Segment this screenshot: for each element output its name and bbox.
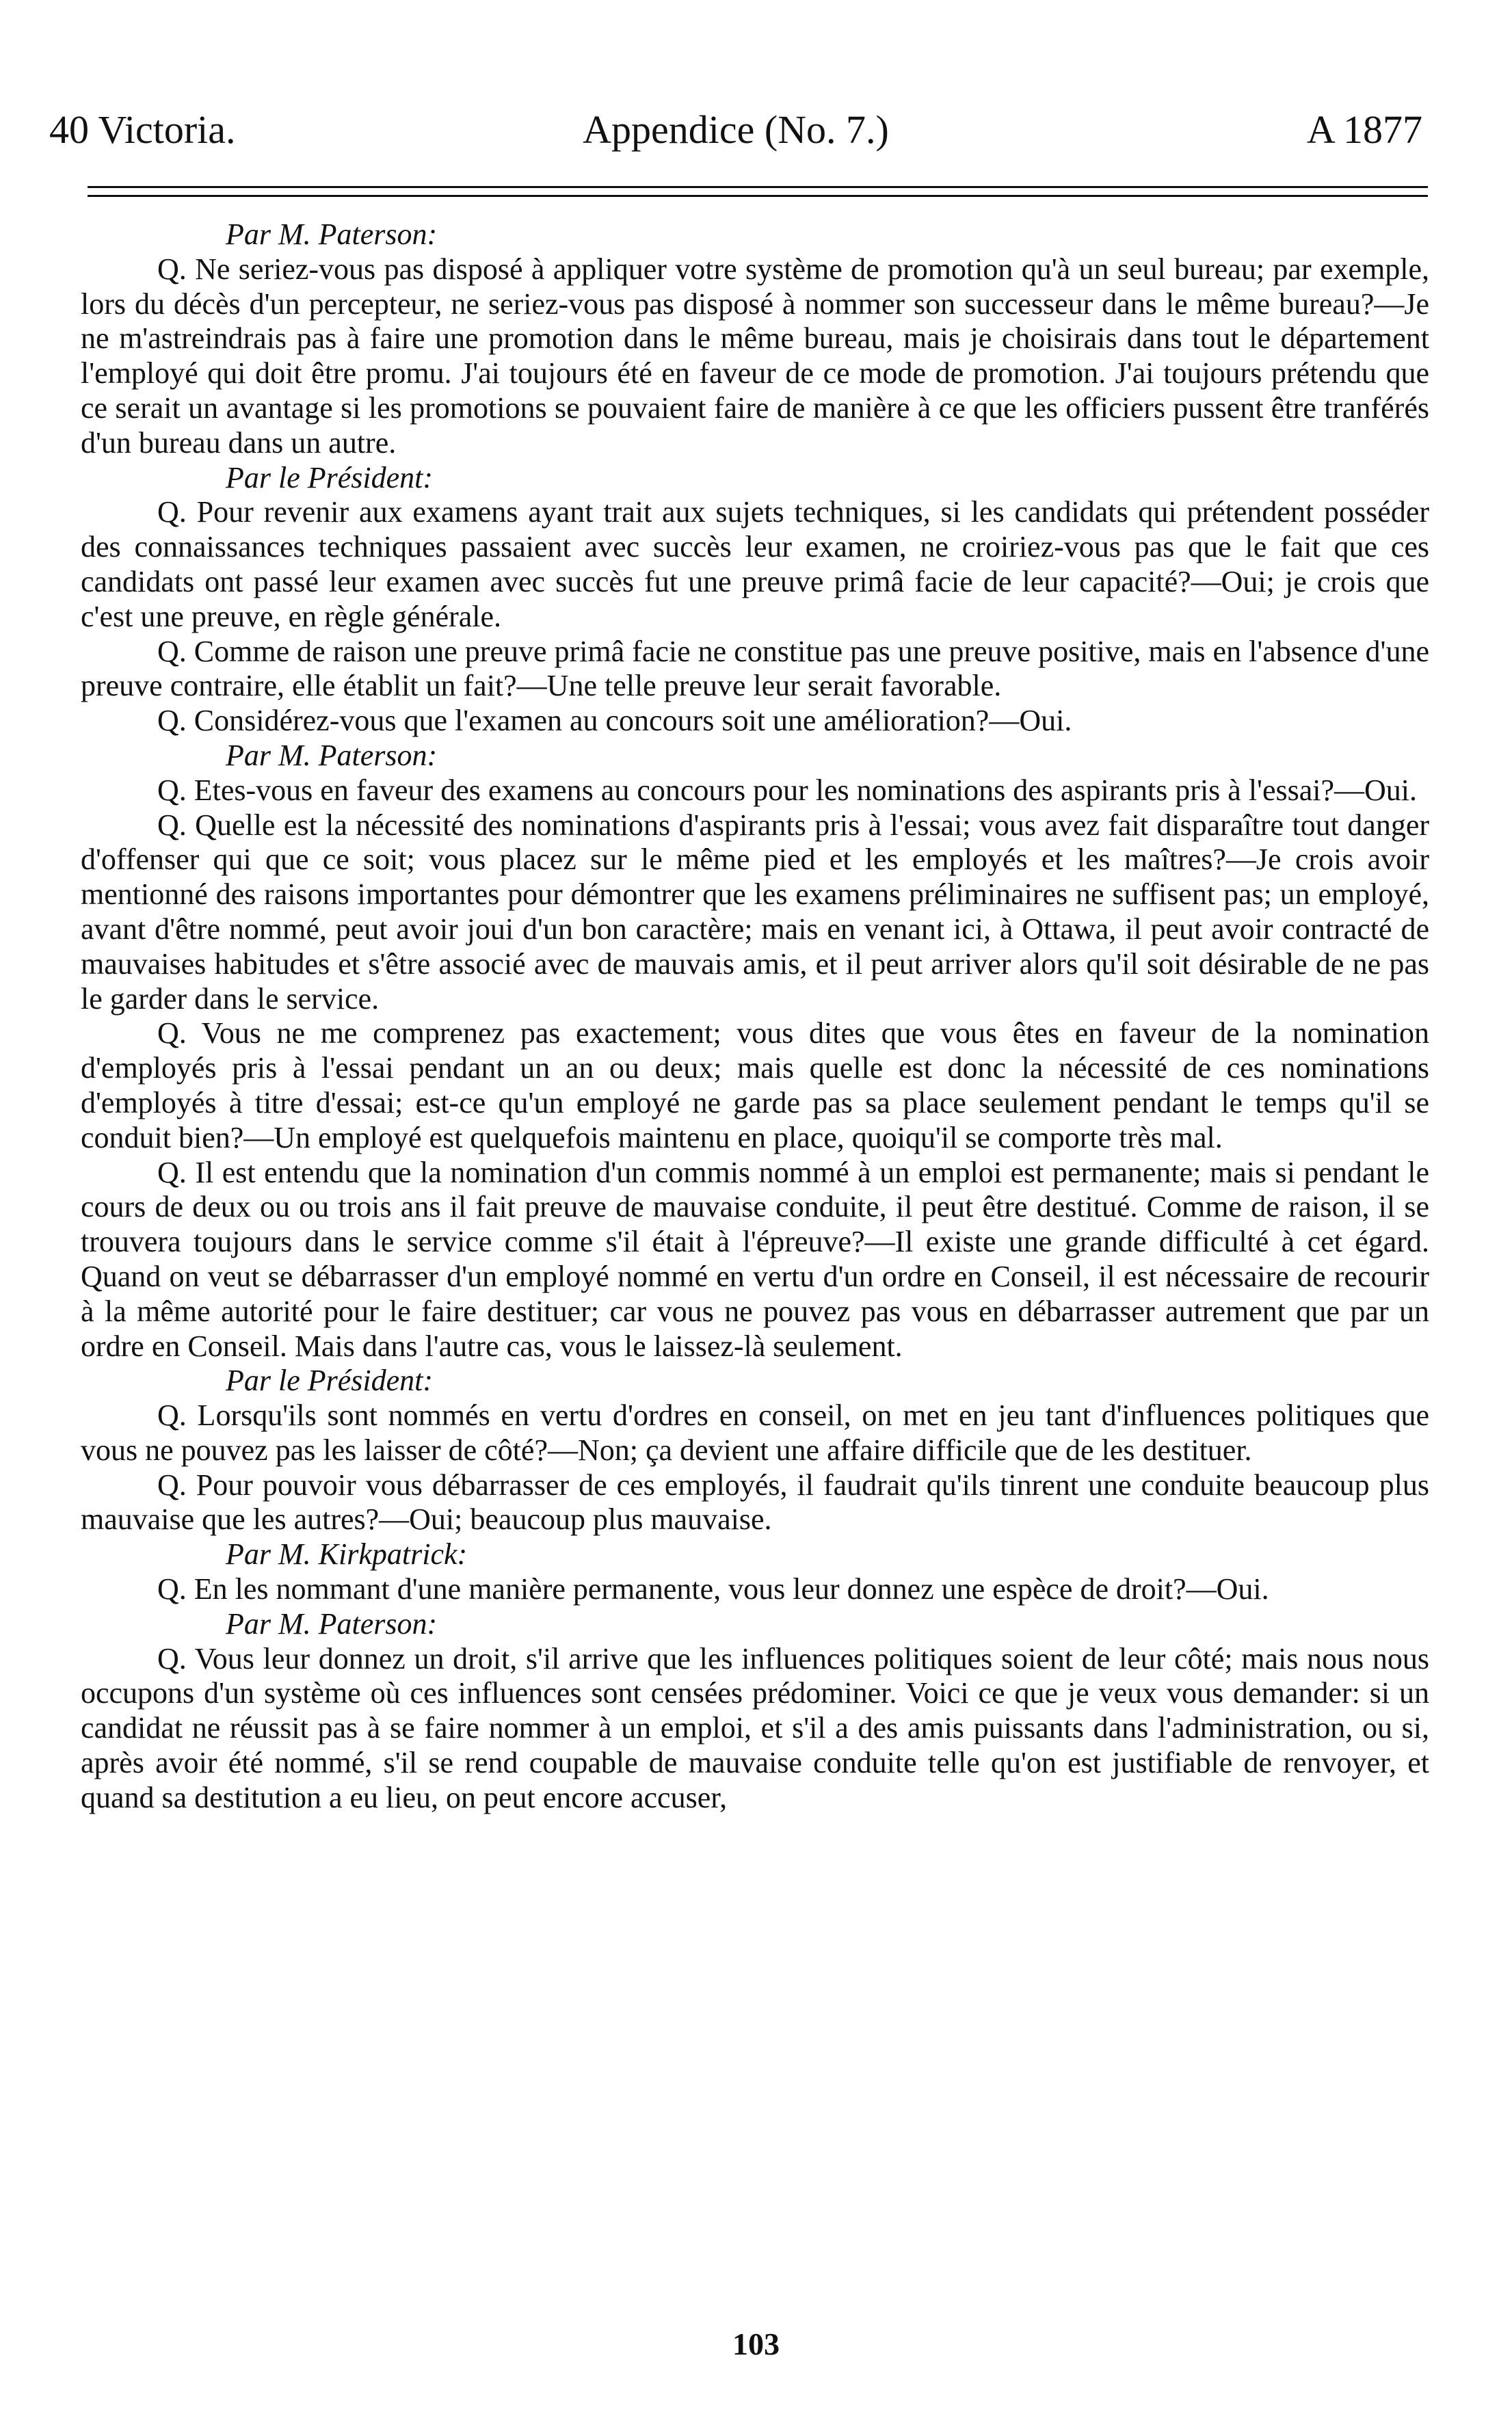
question-paragraph: Q. Pour revenir aux examens ayant trait aux sujets techniques, si les candidats qui prétendent posséder des connaissances techniques passaient avec succès leur examen, ne croiriez-vous pas que le fait que ces candidats ont passé leur examen avec succès fut une preuve primâ facie de leur capacité?—Oui; je crois que c'est une preuve, en règle générale.: [81, 495, 1429, 633]
header-session: 40 Victoria.: [49, 107, 236, 152]
running-header: [49, 103, 1422, 157]
header-year: A 1877: [1306, 107, 1422, 152]
question-paragraph: Q. Pour pouvoir vous débarrasser de ces employés, il faudrait qu'ils tinrent une conduite beaucoup plus mauvaise que les autres?—Oui; beaucoup plus mauvaise.: [81, 1468, 1429, 1537]
question-paragraph: Q. Vous leur donnez un droit, s'il arrive que les influences politiques soient de leur côté; mais nous nous occupons d'un système où ces influences sont censées prédominer. Voici ce que je veux vous demander: si un candidat ne réussit pas à se faire nommer à un emploi, et s'il a des amis puissants dans l'administration, ou si, après avoir été nommé, s'il se rend coupable de mauvaise conduite telle qu'on est justifiable de renvoyer, et quand sa destitution a eu lieu, on peut encore accuser,: [81, 1641, 1429, 1814]
question-paragraph: Q. Comme de raison une preuve primâ facie ne constitue pas une preuve positive, mais en l'absence d'une preuve contraire, elle établit un fait?—Une telle preuve leur serait favorable.: [81, 634, 1429, 703]
question-paragraph: Q. Ne seriez-vous pas disposé à appliquer votre système de promotion qu'à un seul bureau; par exemple, lors du décès d'un percepteur, ne seriez-vous pas disposé à nommer son successeur dans le même bureau?—Je ne m'astreindrais pas à faire une promotion dans le même bureau, mais je choisirais dans tout le département l'employé qui doit être promu. J'ai toujours été en faveur de ce mode de promotion. J'ai toujours prétendu que ce serait un avantage si les promotions se pouvaient faire de manière à ce que les officiers pussent être tranférés d'un bureau dans un autre.: [81, 252, 1429, 460]
question-paragraph: Q. Considérez-vous que l'examen au concours soit une amélioration?—Oui.: [157, 704, 1072, 738]
speaker-heading: Par M. Paterson:: [226, 1606, 438, 1641]
header-rule-top: [88, 186, 1428, 188]
question-paragraph: Q. En les nommant d'une manière permanente, vous leur donnez une espèce de droit?—Oui.: [157, 1572, 1269, 1606]
page-number: 103: [732, 2327, 780, 2361]
question-paragraph: Q. Etes-vous en faveur des examens au concours pour les nominations des aspirants pris à l'essai?—Oui.: [157, 773, 1418, 807]
question-paragraph: Q. Vous ne me comprenez pas exactement; vous dites que vous êtes en faveur de la nomination d'employés pris à l'essai pendant un an ou deux; mais quelle est donc la nécessité de ces nominations d'employés à titre d'essai; est-ce qu'un employé ne garde pas sa place seulement pendant le temps qu'il se conduit bien?—Un employé est quelquefois maintenu en place, quoiqu'il se comporte très mal.: [81, 1016, 1429, 1154]
header-rule-bottom: [88, 195, 1428, 197]
speaker-heading: Par le Président:: [226, 460, 434, 494]
speaker-heading: Par M. Paterson:: [226, 217, 438, 251]
speaker-heading: Par M. Paterson:: [226, 738, 438, 772]
speaker-heading: Par le Président:: [226, 1364, 434, 1398]
header-title: Appendice (No. 7.): [583, 107, 889, 152]
question-paragraph: Q. Lorsqu'ils sont nommés en vertu d'ordres en conseil, on met en jeu tant d'influences politiques que vous ne pouvez pas les laisser de côté?—Non; ça devient une affaire difficile que de les destituer.: [81, 1399, 1429, 1467]
document-body: [81, 217, 1429, 1816]
speaker-heading: Par M. Kirkpatrick:: [226, 1537, 468, 1572]
question-paragraph: Q. Quelle est la nécessité des nominations d'aspirants pris à l'essai; vous avez fait disparaître tout danger d'offenser qui que ce soit; vous placez sur le même pied et les employés et les maîtres?—Je crois avoir mentionné des raisons importantes pour démontrer que les examens préliminaires ne suffisent pas; un employé, avant d'être nommé, peut avoir joui d'un bon caractère; mais en venant ici, à Ottawa, il peut avoir contracté de mauvaises habitudes et s'être associé avec de mauvais amis, et il peut arriver alors qu'il soit désirable de ne pas le garder dans le service.: [81, 808, 1429, 1016]
question-paragraph: Q. Il est entendu que la nomination d'un commis nommé à un emploi est permanente; mais si pendant le cours de deux ou ou trois ans il fait preuve de mauvaise conduite, il peut être destitué. Comme de raison, il se trouvera toujours dans le service comme s'il était à l'épreuve?—Il existe une grande difficulté à cet égard. Quand on veut se débarrasser d'un employé nommé en vertu d'un ordre en Conseil, il est nécessaire de recourir à la même autorité pour le faire destituer; car vous ne pouvez pas vous en débarrasser autrement que par un ordre en Conseil. Mais dans l'autre cas, vous le laissez-là seulement.: [81, 1155, 1429, 1363]
